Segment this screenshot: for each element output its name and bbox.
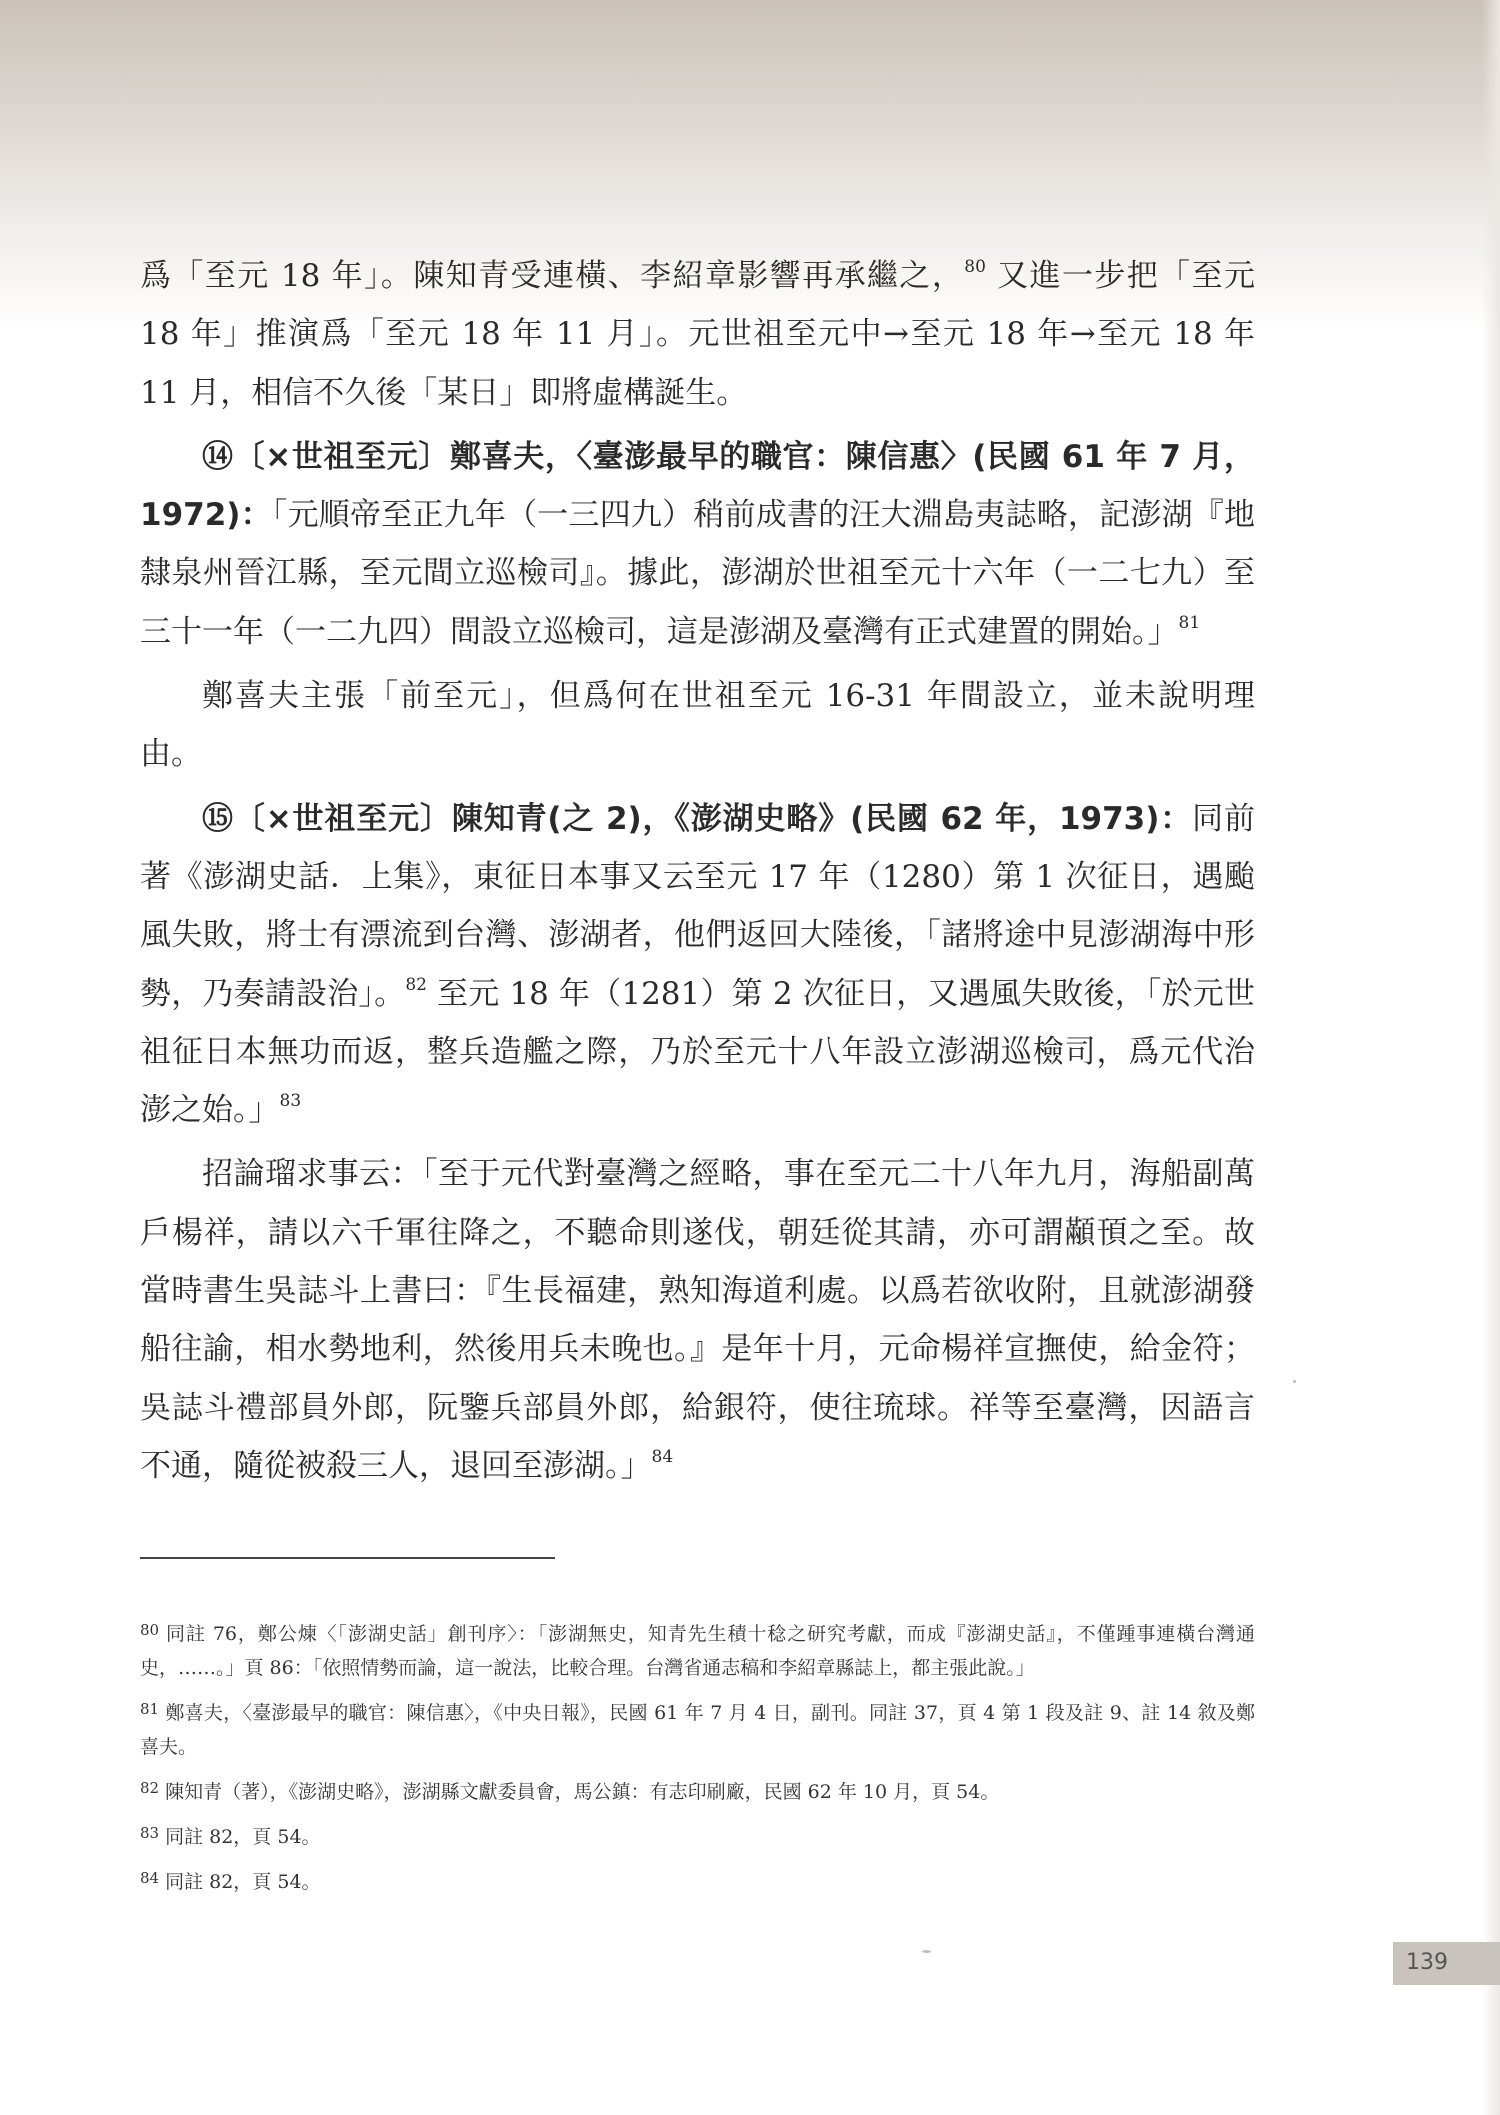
footnote-ref-80[interactable]: 80 xyxy=(964,257,986,277)
footnote-80 xyxy=(140,1613,1255,1685)
paragraph-2-text: 「元順帝至正九年（一三四九）稍前成書的汪大淵島夷誌略，記澎湖『地隸泉州晉江縣，至元間立巡檢司』。據此，澎湖於世祖至元十六年（一二七九）至三十一年（一二九四）間設立巡檢司，這是澎湖及臺灣有正式建置的開始。」 xyxy=(140,497,1255,650)
footnote-text: 同註 82，頁 54。 xyxy=(165,1871,321,1893)
footnote-text: 鄭喜夫，〈臺澎最早的職官：陳信惠〉，《中央日報》，民國 61 年 7 月 4 日，副刊。同註 37，頁 4 第 1 段及註 9、註 14 敘及鄭喜夫。 xyxy=(140,1702,1255,1758)
footnote-number: 84 xyxy=(140,1869,160,1887)
footnote-text: 陳知青（著），《澎湖史略》，澎湖縣文獻委員會，馬公鎮：有志印刷廠，民國 62 年 10 月，頁 54。 xyxy=(165,1781,1000,1803)
footnote-82 xyxy=(140,1771,1255,1809)
footnote-number: 81 xyxy=(140,1700,160,1718)
footnote-text: 同註 82，頁 54。 xyxy=(165,1826,321,1848)
footnote-ref-82[interactable]: 82 xyxy=(405,974,427,995)
footnote-divider xyxy=(140,1557,555,1559)
page-number: 139 xyxy=(1406,1950,1448,1975)
footnote-ref-84[interactable]: 84 xyxy=(651,1446,674,1467)
page-edge-shading xyxy=(1482,0,1500,2115)
paragraph-4 xyxy=(140,790,1255,1140)
paragraph-4-text-a: 同前著《澎湖史話．上集》，東征日本事又云至元 17 年（1280）第 1 次征日，遇颱風失敗，將士有漂流到台灣、澎湖者，他們返回大陸後，「諸將途中見澎湖海中形勢，乃奏請設治」。 xyxy=(140,800,1255,1012)
paragraph-1 xyxy=(140,247,1255,422)
footnote-ref-81[interactable]: 81 xyxy=(1178,612,1201,633)
scan-speck xyxy=(1293,1380,1296,1383)
paragraph-3-text: 鄭喜夫主張「前至元」，但爲何在世祖至元 16-31 年間設立，並未說明理由。 xyxy=(140,678,1255,773)
paragraph-1-text-b: 又進一步把「至元 18 年」推演爲「至元 18 年 11 月」。元世祖至元中→至元 18 年→至元 18 年 11 月，相信不久後「某日」即將虛構誕生。 xyxy=(140,258,1256,411)
footnote-number: 83 xyxy=(140,1824,160,1842)
footnotes xyxy=(140,1613,1255,1906)
entry-15-heading: ⑮〔×世祖至元〕陳知青(之 2)，《澎湖史略》(民國 62 年，1973)： xyxy=(202,800,1193,837)
footnote-number: 80 xyxy=(140,1621,160,1639)
paragraph-5-text: 招論瑠求事云：「至于元代對臺灣之經略，事在至元二十八年九月，海船副萬戶楊祥，請以六千軍往降之，不聽命則遂伐，朝廷從其請，亦可謂顢頇之至。故當時書生吳誌斗上書曰：『生長福建，熟知海道利處。以爲若欲收附，且就澎湖發船往諭，相水勢地利，然後用兵未晚也。』是年十月，元命楊祥宣撫使，給金符；吳誌斗禮部員外郎，阮鑒兵部員外郎，給銀符，使往琉球。祥等至臺灣，因語言不通，隨從被殺三人，退回至澎湖。」 xyxy=(140,1156,1255,1484)
footnote-81 xyxy=(140,1692,1255,1764)
footnote-84 xyxy=(140,1861,1255,1899)
footnote-ref-83[interactable]: 83 xyxy=(279,1091,302,1112)
scan-speck xyxy=(922,1950,931,1953)
paragraph-5 xyxy=(140,1145,1255,1495)
paragraph-1-text-a: 爲「至元 18 年」。陳知青受連橫、李紹章影響再承繼之， xyxy=(140,258,965,294)
entry-14-heading: ⑭〔×世祖至元〕鄭喜夫，〈臺澎最早的職官：陳信惠〉(民國 61 年 7 月，1972)： xyxy=(140,438,1255,534)
footnote-number: 82 xyxy=(140,1779,160,1797)
main-text xyxy=(140,247,1255,1495)
paragraph-4-text-b: 至元 18 年（1281）第 2 次征日，又遇風失敗後，「於元世祖征日本無功而返，整兵造艦之際，乃於至元十八年設立澎湖巡檢司，爲元代治澎之始。」 xyxy=(140,975,1255,1129)
paragraph-2 xyxy=(140,428,1255,661)
footnote-text: 同註 76，鄭公煉〈「澎湖史話」創刊序〉：「澎湖無史，知青先生積十稔之研究考獻，而成『澎湖史話』，不僅踵事連橫台灣通史，……。」頁 86：「依照情勢而論，這一說法，比較合理。台灣省通志稿和李紹章縣誌上，都主張此說。」 xyxy=(140,1623,1255,1679)
footnote-83 xyxy=(140,1816,1255,1854)
paragraph-3 xyxy=(140,667,1255,784)
